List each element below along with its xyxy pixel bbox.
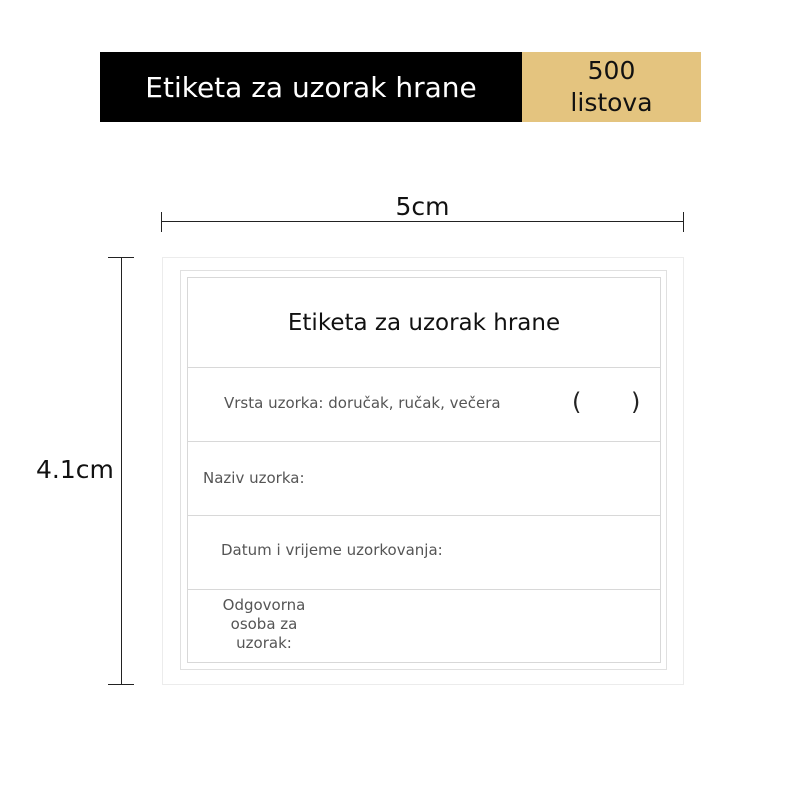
banner-quantity-badge bbox=[522, 52, 701, 122]
width-tick-left bbox=[161, 212, 162, 232]
sampling-datetime-row bbox=[188, 516, 660, 590]
width-dimension-line bbox=[161, 210, 684, 234]
height-tick-bottom bbox=[108, 684, 134, 685]
label-title: Etiketa za uzorak hrane bbox=[188, 278, 660, 368]
responsible-person-text bbox=[214, 596, 314, 653]
height-tick-top bbox=[108, 257, 134, 258]
height-dimension-label: 4.1cm bbox=[36, 455, 114, 484]
quantity-unit: listova bbox=[570, 88, 653, 117]
product-banner bbox=[100, 52, 701, 122]
sample-type-row bbox=[188, 368, 660, 442]
width-line bbox=[161, 221, 684, 222]
quantity-number: 500 bbox=[587, 56, 636, 85]
sample-name-text: Naziv uzorka: bbox=[203, 469, 305, 487]
banner-title: Etiketa za uzorak hrane bbox=[100, 52, 522, 122]
width-dimension-label: 5cm bbox=[395, 192, 450, 221]
paren-open: ( bbox=[572, 388, 582, 416]
sample-type-text: Vrsta uzorka: doručak, ručak, večera bbox=[224, 394, 501, 412]
width-tick-right bbox=[683, 212, 684, 232]
height-line bbox=[121, 257, 122, 685]
label-form bbox=[187, 277, 661, 663]
responsible-line-1: Odgovorna bbox=[222, 596, 306, 614]
sample-name-row bbox=[188, 442, 660, 516]
responsible-person-row bbox=[188, 590, 660, 662]
responsible-line-2: osoba za bbox=[230, 615, 298, 633]
responsible-line-3: uzorak: bbox=[236, 634, 292, 652]
paren-close: ) bbox=[631, 388, 641, 416]
sampling-datetime-text: Datum i vrijeme uzorkovanja: bbox=[221, 541, 443, 559]
